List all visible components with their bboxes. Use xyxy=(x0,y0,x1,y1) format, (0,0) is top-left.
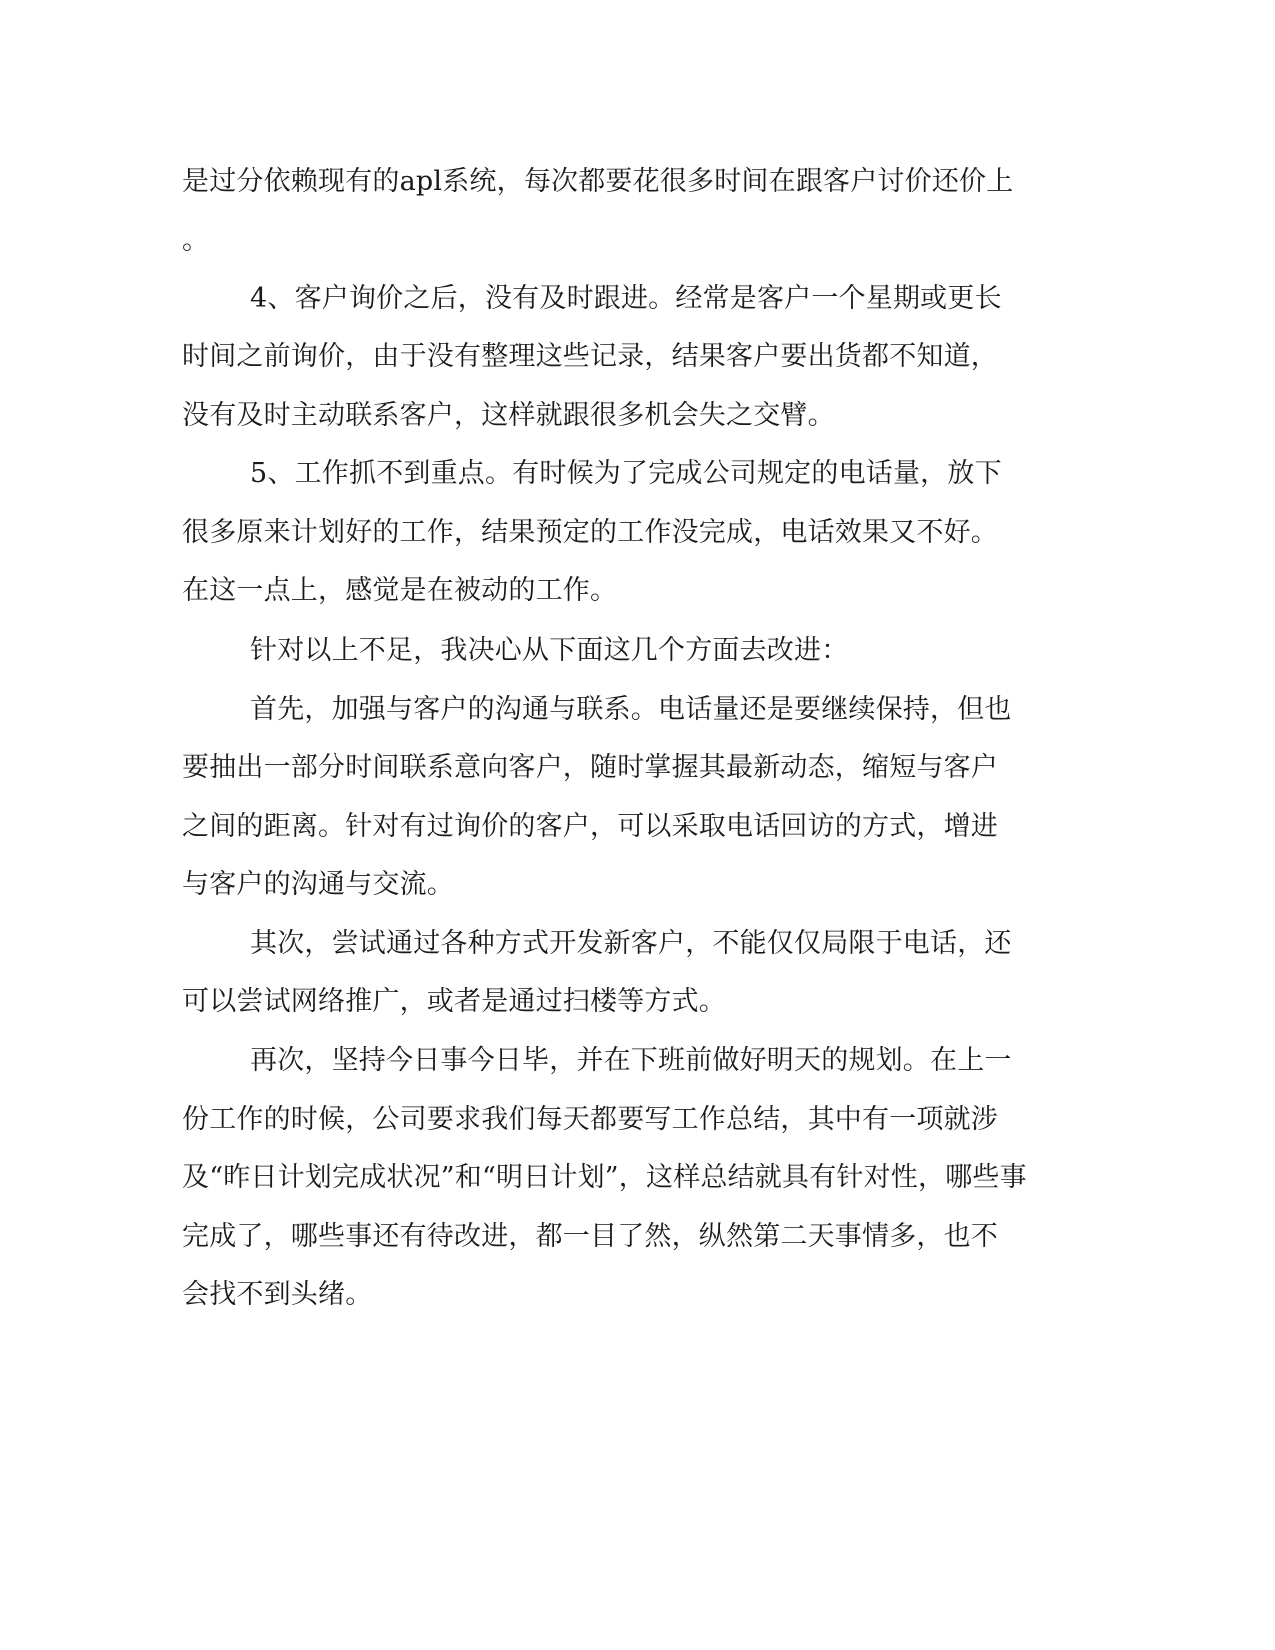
text-line: 5、工作抓不到重点。有时候为了完成公司规定的电话量，放下 xyxy=(250,458,1002,489)
text-line: 是过分依赖现有的apl系统，每次都要花很多时间在跟客户讨价还价上 xyxy=(182,166,1014,197)
text-line: 及“昨日计划完成状况”和“明日计划”，这样总结就具有针对性，哪些事 xyxy=(182,1162,1027,1193)
text-line: 再次，坚持今日事今日毕，并在下班前做好明天的规划。在上一 xyxy=(250,1045,1012,1076)
text-line: 之间的距离。针对有过询价的客户，可以采取电话回访的方式，增进 xyxy=(182,811,998,842)
text-line: 4、客户询价之后，没有及时跟进。经常是客户一个星期或更长 xyxy=(250,283,1002,314)
text-line: 在这一点上，感觉是在被动的工作。 xyxy=(182,575,618,606)
text-line: 份工作的时候，公司要求我们每天都要写工作总结，其中有一项就涉 xyxy=(182,1104,998,1135)
text-line: 可以尝试网络推广，或者是通过扫楼等方式。 xyxy=(182,986,726,1017)
text-line: 会找不到头绪。 xyxy=(182,1279,373,1310)
text-line: 没有及时主动联系客户，这样就跟很多机会失之交臂。 xyxy=(182,400,835,431)
text-line: 针对以上不足，我决心从下面这几个方面去改进： xyxy=(250,635,849,666)
text-line: 。 xyxy=(182,225,210,256)
text-line: 时间之前询价，由于没有整理这些记录，结果客户要出货都不知道， xyxy=(182,341,998,372)
text-line: 首先，加强与客户的沟通与联系。电话量还是要继续保持，但也 xyxy=(250,694,1012,725)
text-line: 与客户的沟通与交流。 xyxy=(182,869,454,900)
text-line: 完成了，哪些事还有待改进，都一目了然，纵然第二天事情多，也不 xyxy=(182,1221,998,1252)
text-line: 要抽出一部分时间联系意向客户，随时掌握其最新动态，缩短与客户 xyxy=(182,752,998,783)
text-line: 其次，尝试通过各种方式开发新客户，不能仅仅局限于电话，还 xyxy=(250,928,1012,959)
text-line: 很多原来计划好的工作，结果预定的工作没完成，电话效果又不好。 xyxy=(182,517,998,548)
